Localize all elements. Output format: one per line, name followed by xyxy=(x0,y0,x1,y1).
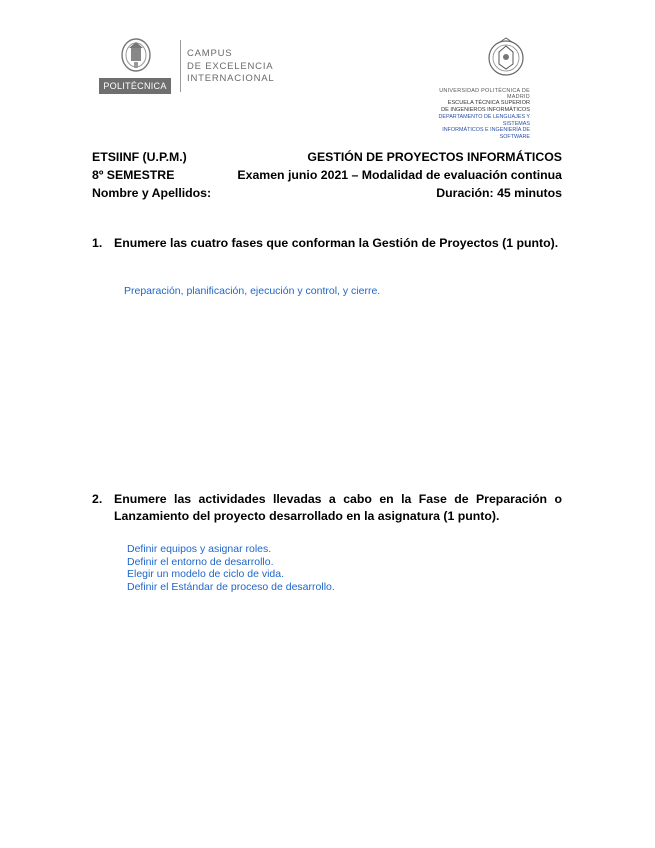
department-line: DEPARTAMENTO DE LENGUAJES Y SISTEMAS xyxy=(438,114,530,127)
school-line: UNIVERSIDAD POLITÉCNICA DE MADRID xyxy=(439,88,530,100)
campus-line: DE EXCELENCIA xyxy=(187,60,274,72)
answer-2 xyxy=(127,543,335,593)
answer-line: Elegir un modelo de ciclo de vida. xyxy=(127,568,285,580)
question-2 xyxy=(92,491,562,525)
department-line: INFORMÁTICOS E INGENIERÍA DE SOFTWARE xyxy=(442,127,530,140)
school-line: ESCUELA TÉCNICA SUPERIOR xyxy=(447,100,530,106)
exam-title: Examen junio 2021 – Modalidad de evaluación continua xyxy=(237,168,562,182)
subject-title: GESTIÓN DE PROYECTOS INFORMÁTICOS xyxy=(307,150,562,164)
question-text: Enumere las actividades llevadas a cabo en la Fase de Preparación o Lanzamiento del proyecto desarrollado en la asignatura (1 punto). xyxy=(114,492,562,523)
answer-line: Definir el Estándar de proceso de desarrollo. xyxy=(127,580,335,593)
etsiinf-seal-icon xyxy=(486,36,526,80)
duration: Duración: 45 minutos xyxy=(436,186,562,200)
question-number: 1. xyxy=(92,236,103,250)
campus-line: INTERNACIONAL xyxy=(187,73,275,84)
campus-logo-text xyxy=(187,48,274,86)
school-logo-text xyxy=(418,88,530,140)
upm-seal-icon xyxy=(119,36,153,74)
answer-line: Definir el entorno de desarrollo. xyxy=(127,555,274,568)
question-1 xyxy=(92,235,562,252)
campus-divider xyxy=(180,40,181,92)
answer-1 xyxy=(124,285,380,298)
question-text: Enumere las cuatro fases que conforman la Gestión de Proyectos (1 punto). xyxy=(114,236,559,250)
answer-line: Preparación, planificación, ejecución y control, y cierre. xyxy=(124,285,381,297)
answer-line: Definir equipos y asignar roles. xyxy=(127,543,272,555)
name-label: Nombre y Apellidos: xyxy=(92,186,212,200)
school-line: DE INGENIEROS INFORMÁTICOS xyxy=(441,107,530,113)
upm-logo xyxy=(99,36,173,98)
upm-band: POLITÉCNICA xyxy=(99,78,171,94)
school-name: ETSIINF (U.P.M.) xyxy=(92,150,187,164)
semester: 8º SEMESTRE xyxy=(92,168,175,182)
campus-line: CAMPUS xyxy=(187,48,233,59)
question-number: 2. xyxy=(92,492,103,506)
